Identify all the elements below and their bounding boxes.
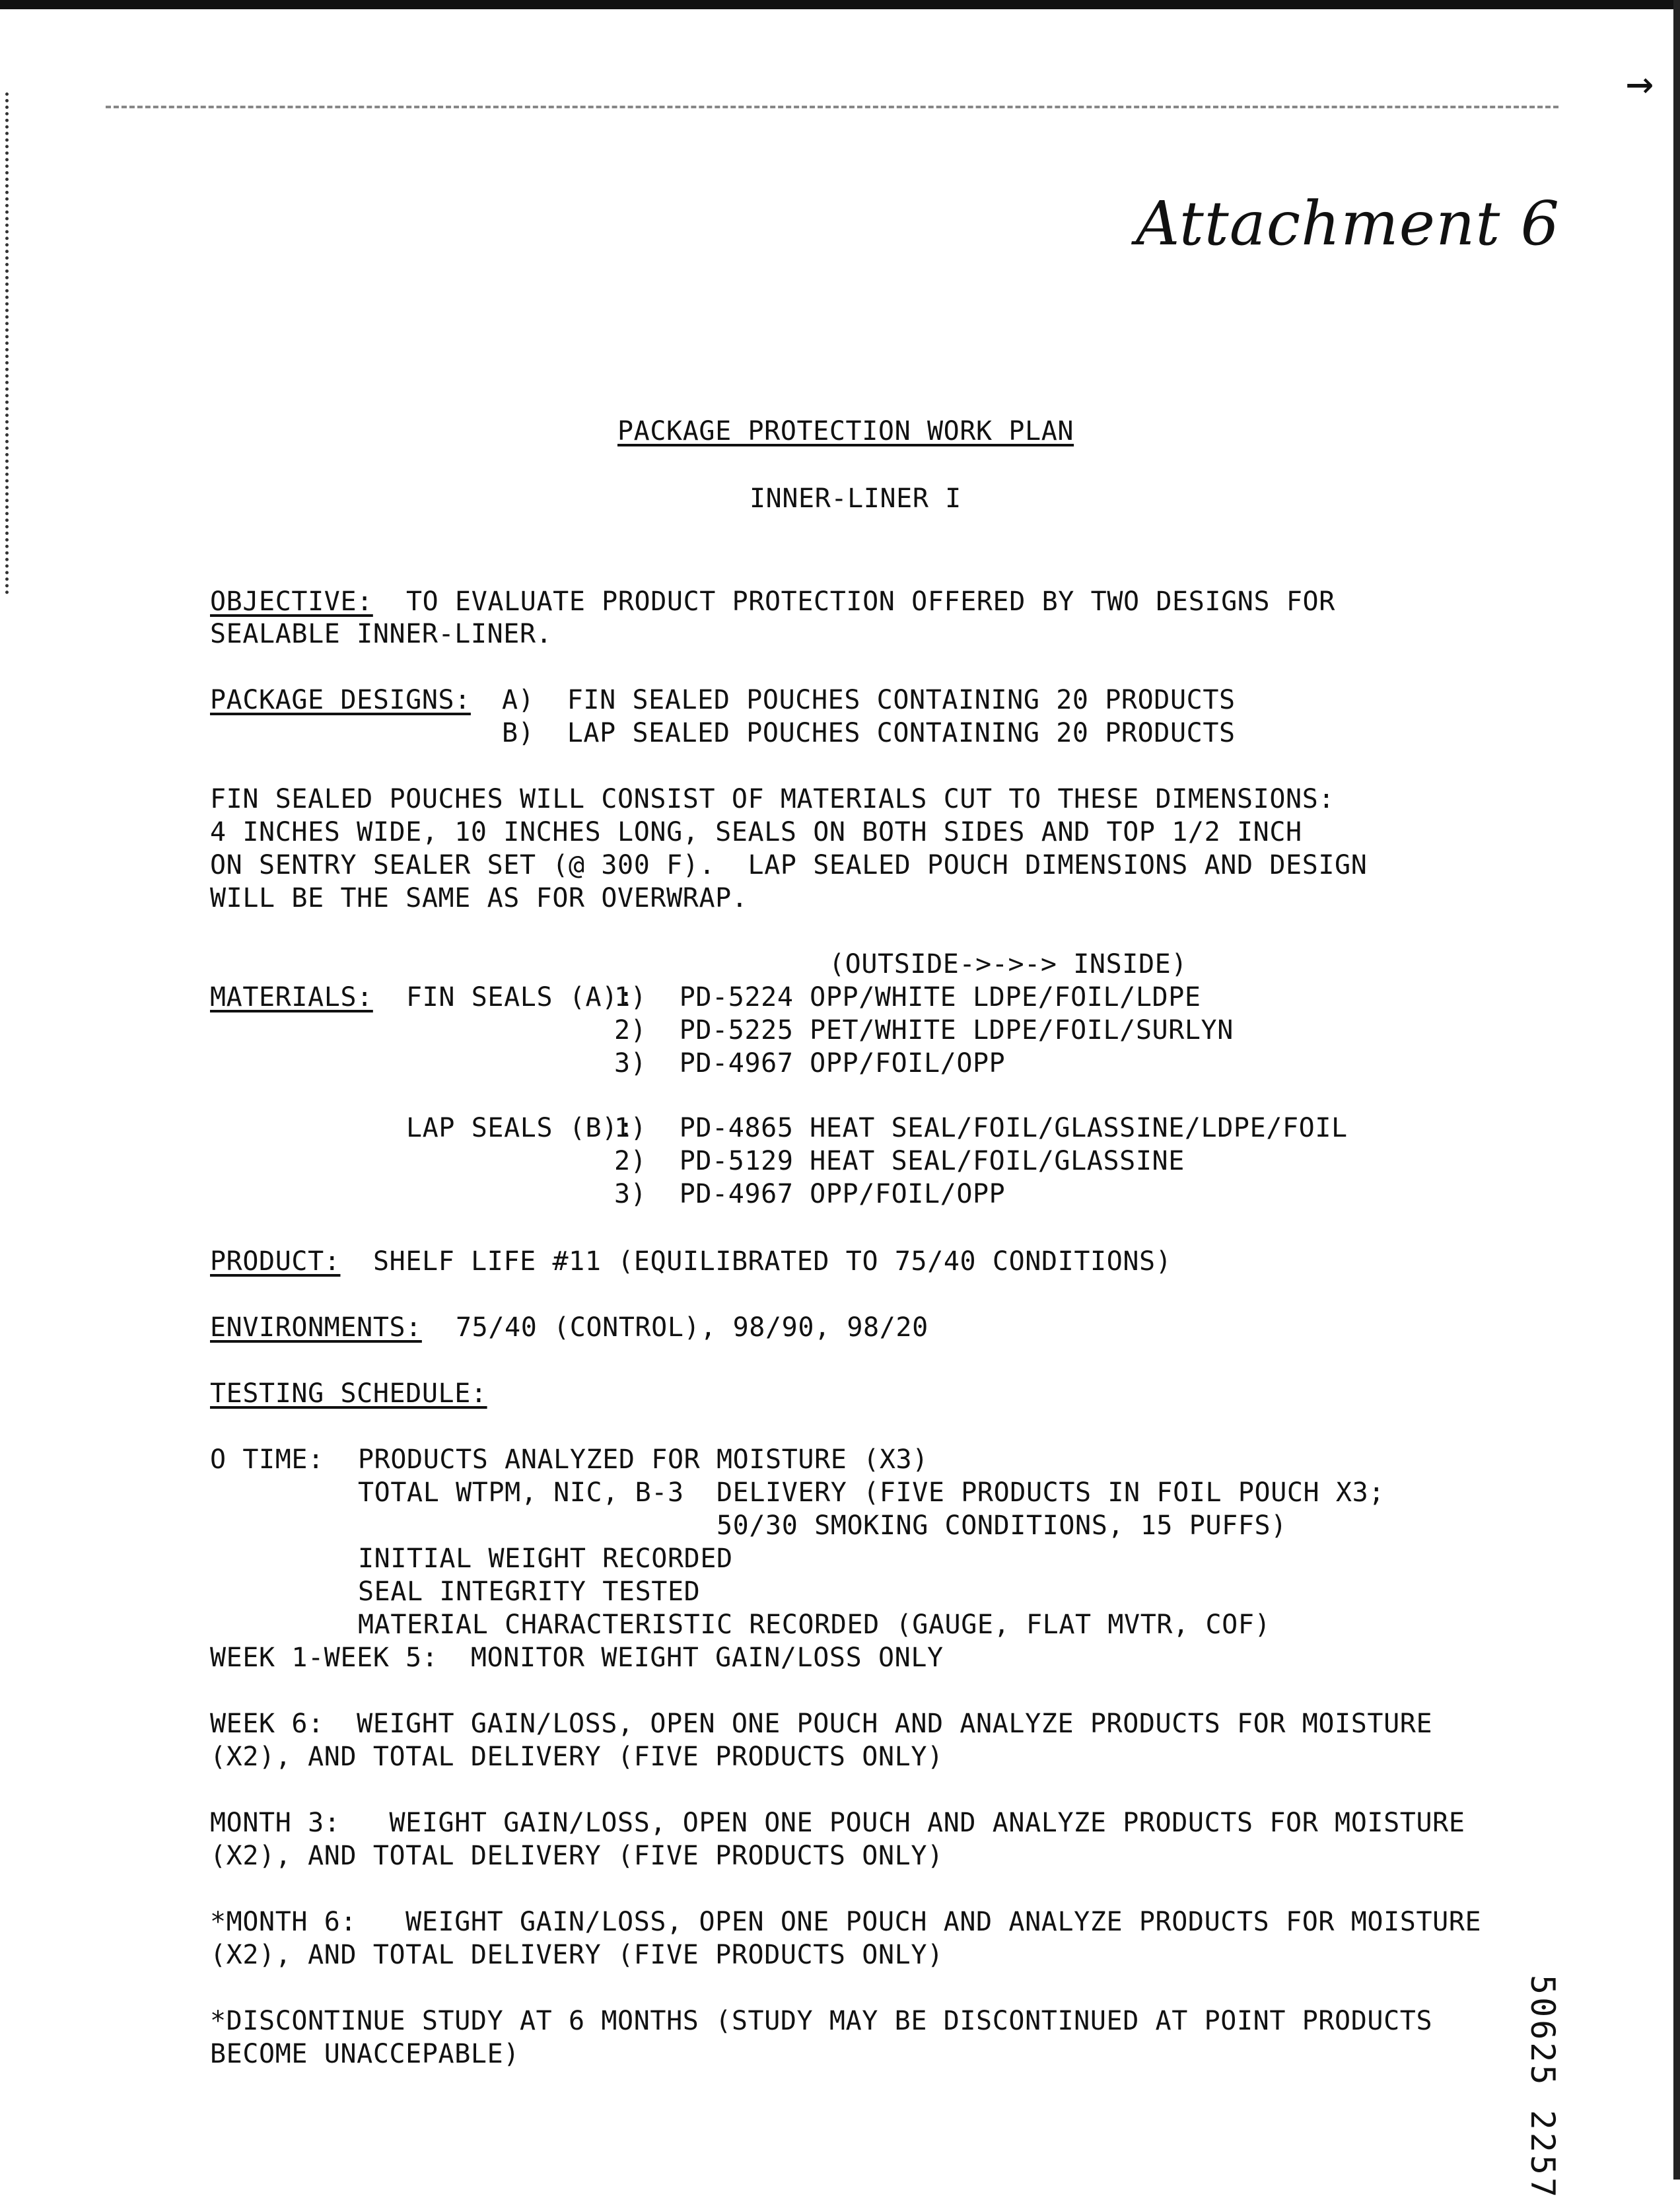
lap-seals-label: LAP SEALS (B): (406, 1113, 635, 1143)
dimensions-line-3: ON SENTRY SEALER SET (@ 300 F). LAP SEALED POUCH DIMENSIONS AND DESIGN (210, 850, 1368, 880)
scan-dashed-line (106, 106, 1558, 111)
scan-left-marks (5, 92, 15, 594)
package-designs-label: PACKAGE DESIGNS: (210, 685, 471, 715)
o-time-item-6: MATERIAL CHARACTERISTIC RECORDED (GAUGE, FLAT MVTR, COF) (358, 1610, 1271, 1640)
lap-material-3: 3) PD-4967 OPP/FOIL/OPP (614, 1179, 1006, 1209)
handwritten-attachment-note: Attachment 6 (1136, 188, 1560, 259)
environments-label: ENVIRONMENTS: (210, 1312, 422, 1343)
product-label: PRODUCT: (210, 1246, 341, 1277)
testing-schedule-label: TESTING SCHEDULE: (210, 1378, 487, 1409)
o-time-item-2: TOTAL WTPM, NIC, B-3 DELIVERY (FIVE PRODUCTS IN FOIL POUCH X3; (358, 1477, 1385, 1508)
week-6-line-1: WEEK 6: WEIGHT GAIN/LOSS, OPEN ONE POUCH AND ANALYZE PRODUCTS FOR MOISTURE (210, 1709, 1433, 1739)
objective-line-1: TO EVALUATE PRODUCT PROTECTION OFFERED BY TWO DESIGNS FOR (406, 586, 1335, 617)
scan-top-border (0, 0, 1680, 9)
materials-label: MATERIALS: (210, 982, 373, 1012)
package-design-a: A) FIN SEALED POUCHES CONTAINING 20 PRODUCTS (502, 685, 1236, 715)
package-design-b: B) LAP SEALED POUCHES CONTAINING 20 PRODUCTS (502, 718, 1236, 748)
discontinue-line-2: BECOME UNACCEPABLE) (210, 2039, 520, 2069)
dimensions-line-4: WILL BE THE SAME AS FOR OVERWRAP. (210, 883, 748, 913)
week-6-line-2: (X2), AND TOTAL DELIVERY (FIVE PRODUCTS ONLY) (210, 1742, 944, 1772)
fin-material-2: 2) PD-5225 PET/WHITE LDPE/FOIL/SURLYN (614, 1015, 1234, 1046)
month-3-line-2: (X2), AND TOTAL DELIVERY (FIVE PRODUCTS ONLY) (210, 1841, 944, 1871)
fin-material-3: 3) PD-4967 OPP/FOIL/OPP (614, 1048, 1006, 1079)
bates-number: 50625 2257 (1523, 1975, 1562, 2200)
week-1-5-line: WEEK 1-WEEK 5: MONITOR WEIGHT GAIN/LOSS ONLY (210, 1643, 944, 1673)
fin-material-1: 1) PD-5224 OPP/WHITE LDPE/FOIL/LDPE (614, 982, 1201, 1012)
document-title: PACKAGE PROTECTION WORK PLAN (617, 416, 1074, 446)
fin-seals-label: FIN SEALS (A): (406, 982, 635, 1012)
month-6-line-1: *MONTH 6: WEIGHT GAIN/LOSS, OPEN ONE POUCH AND ANALYZE PRODUCTS FOR MOISTURE (210, 1907, 1482, 1937)
lap-material-1: 1) PD-4865 HEAT SEAL/FOIL/GLASSINE/LDPE/FOIL (614, 1113, 1348, 1143)
o-time-label: O TIME: (210, 1444, 324, 1475)
objective-label: OBJECTIVE: (210, 586, 373, 617)
objective-line-2: SEALABLE INNER-LINER. (210, 619, 553, 649)
document-subtitle: INNER-LINER I (750, 483, 962, 514)
dimensions-line-1: FIN SEALED POUCHES WILL CONSIST OF MATERIALS CUT TO THESE DIMENSIONS: (210, 784, 1335, 814)
environments-text: 75/40 (CONTROL), 98/90, 98/20 (456, 1312, 928, 1343)
month-6-line-2: (X2), AND TOTAL DELIVERY (FIVE PRODUCTS ONLY) (210, 1940, 944, 1970)
materials-direction-header: (OUTSIDE->->-> INSIDE) (829, 949, 1188, 979)
month-3-line-1: MONTH 3: WEIGHT GAIN/LOSS, OPEN ONE POUCH AND ANALYZE PRODUCTS FOR MOISTURE (210, 1808, 1465, 1838)
product-text: SHELF LIFE #11 (EQUILIBRATED TO 75/40 CONDITIONS) (373, 1246, 1172, 1277)
o-time-item-5: SEAL INTEGRITY TESTED (358, 1577, 701, 1607)
corner-arrow-icon: → (1625, 55, 1654, 110)
o-time-item-4: INITIAL WEIGHT RECORDED (358, 1544, 733, 1574)
scan-right-border (1673, 0, 1680, 2180)
discontinue-line-1: *DISCONTINUE STUDY AT 6 MONTHS (STUDY MAY BE DISCONTINUED AT POINT PRODUCTS (210, 2006, 1433, 2036)
dimensions-line-2: 4 INCHES WIDE, 10 INCHES LONG, SEALS ON BOTH SIDES AND TOP 1/2 INCH (210, 817, 1302, 847)
o-time-item-3: 50/30 SMOKING CONDITIONS, 15 PUFFS) (358, 1510, 1287, 1541)
o-time-item-1: PRODUCTS ANALYZED FOR MOISTURE (X3) (358, 1444, 928, 1475)
lap-material-2: 2) PD-5129 HEAT SEAL/FOIL/GLASSINE (614, 1146, 1185, 1176)
